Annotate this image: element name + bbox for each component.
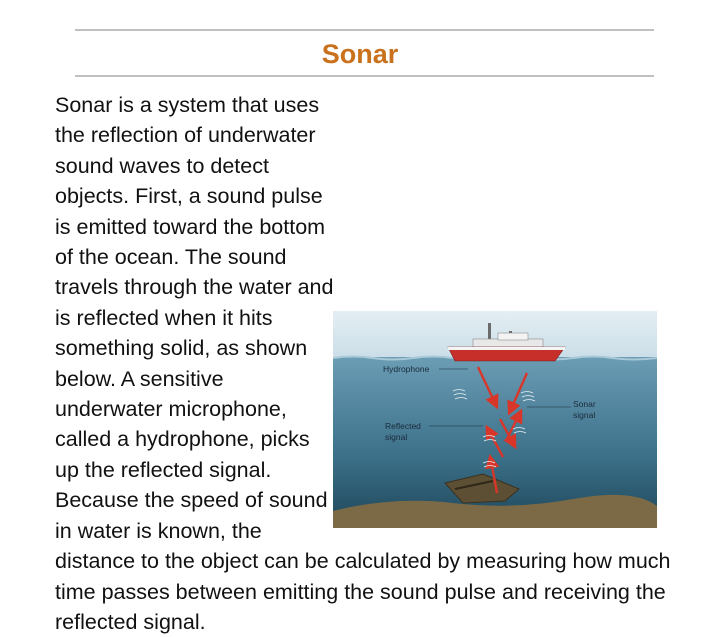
title-rule-bottom: [75, 75, 654, 77]
sonar-diagram-svg: [333, 311, 657, 528]
sonar-signal-label-line2: signal: [573, 410, 596, 420]
reflected-signal-label-line1: Reflected: [385, 421, 421, 431]
sonar-term: Sonar: [55, 93, 113, 117]
sonar-illustration: [333, 311, 657, 528]
body-paragraph-text: is a system that uses the reflection of underwater sound waves to detect objects. First, a sound pulse is emitted toward the bottom of the ocean. The sound travels through the water and is reflected when it hits something solid, as shown below. A sensitive underwater microphone, called a hydrophone, picks up the reflected signal. Because the speed of sound in water is known, the distance to the object can be calculated by measuring how much time passes between emitting the sound pulse and receiving the reflected signal.: [55, 93, 671, 634]
slide-title: Sonar: [321, 39, 399, 69]
sonar-signal-label-line1: Sonar: [573, 399, 596, 409]
reflected-signal-label-line2: signal: [385, 432, 408, 442]
hydrophone-label: Hydrophone: [383, 364, 430, 374]
title-rule-top: [75, 29, 654, 31]
